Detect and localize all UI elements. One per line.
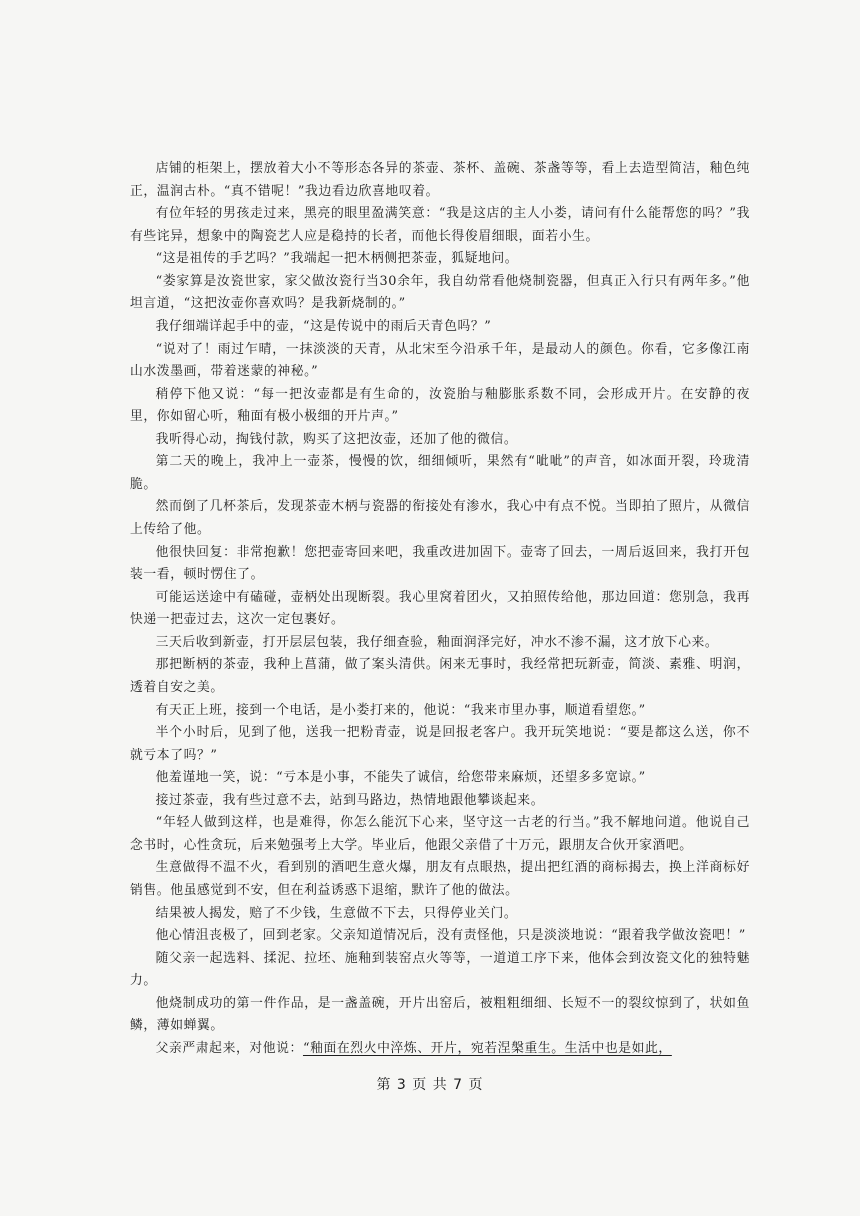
paragraph: “娄家算是汝瓷世家，家父做汝瓷行当30余年，我自幼常看他烧制瓷器，但真正入行只有两年多。”他坦言道，“这把汝壶你喜欢吗？是我新烧制的。” (130, 273, 750, 312)
paragraph-last-prefix: 父亲严肃起来，对他说： (155, 1040, 303, 1056)
paragraph: 有天正上班，接到一个电话，是小娄打来的，他说：“我来市里办事，顺道看望您。” (155, 702, 646, 718)
paragraph: 然而倒了几杯茶后，发现茶壶木柄与瓷器的衔接处有渗水，我心中有点不悦。当即拍了照片，从微信上传给了他。 (130, 499, 750, 537)
article-body (130, 158, 750, 1061)
paragraph: 那把断柄的茶壶，我种上菖蒲，做了案头清供。闲来无事时，我经常把玩新壶，简淡、素雅、明润，透着自安之美。 (130, 657, 750, 695)
paragraph: 结果被人揭发，赔了不少钱，生意做不下去，只得停业关门。 (155, 905, 518, 921)
paragraph: 他很快回复：非常抱歉！您把壶寄回来吧，我重改进加固下。壶寄了回去，一周后返回来，我打开包装一看，顿时愣住了。 (130, 544, 750, 583)
paragraph: 随父亲一起选料、揉泥、拉坯、施釉到装窑点火等等，一道道工序下来，他体会到汝瓷文化的独特魅力。 (130, 950, 750, 989)
paragraph: 半个小时后，见到了他，送我一把粉青壶，说是回报老客户。我开玩笑地说：“要是都这么送，你不就亏本了吗？” (130, 725, 750, 763)
paragraph: 生意做得不温不火，看到别的酒吧生意火爆，朋友有点眼热，提出把红酒的商标揭去，换上洋商标好销售。他虽感觉到不安，但在利益诱惑下退缩，默许了他的做法。 (130, 860, 750, 898)
paragraph: 他烧制成功的第一件作品，是一盏盖碗，开片出窑后，被粗粗细细、长短不一的裂纹惊到了，状如鱼鳞，薄如蝉翼。 (130, 995, 750, 1034)
paragraph: 第二天的晚上，我冲上一壶茶，慢慢的饮，细细倾听，果然有“呲呲”的声音，如冰面开裂，玲珑清脆。 (130, 454, 750, 492)
paragraph: 我仔细端详起手中的壶，“这是传说中的雨后天青色吗？” (155, 318, 492, 334)
underlined-quote: “釉面在烈火中淬炼、开片，宛若涅槃重生。生活中也是如此， (302, 1040, 672, 1056)
page-number: 第 3 页 共 7 页 (376, 1077, 484, 1093)
paragraph: 稍停下他又说：“每一把汝壶都是有生命的，汝瓷胎与釉膨胀系数不同，会形成开片。在安静的夜里，你如留心听，釉面有极小极细的开片声。” (130, 386, 750, 425)
paragraph: 三天后收到新壶，打开层层包装，我仔细查验，釉面润泽完好，冲水不渗不漏，这才放下心来。 (155, 634, 719, 650)
paragraph-last (130, 1038, 750, 1061)
paragraph: 接过茶壶，我有些过意不去，站到马路边，热情地跟他攀谈起来。 (155, 792, 545, 808)
paragraph: “这是祖传的手艺吗？”我端起一把木柄侧把茶壶，狐疑地问。 (155, 251, 519, 267)
paragraph: 有位年轻的男孩走过来，黑亮的眼里盈满笑意：“我是这店的主人小娄，请问有什么能帮您的吗？”我有些诧异，想象中的陶瓷艺人应是稳持的长者，而他长得俊眉细眼，面若小生。 (130, 206, 750, 244)
paragraph: 店铺的柜架上，摆放着大小不等形态各异的茶壶、茶杯、盖碗、茶盏等等，看上去造型简洁，釉色纯正，温润古朴。“真不错呢！”我边看边欣喜地叹着。 (130, 161, 750, 199)
paragraph: 我听得心动，掏钱付款，购买了这把汝壶，还加了他的微信。 (155, 431, 518, 447)
paragraph: “年轻人做到这样，也是难得，你怎么能沉下心来，坚守这一古老的行当。”我不解地问道。他说自己念书时，心性贪玩，后来勉强考上大学。毕业后，他跟父亲借了十万元，跟朋友合伙开家酒吧。 (130, 815, 750, 853)
paragraph: 可能运送途中有磕碰，壶柄处出现断裂。我心里窝着团火，又拍照传给他，那边回道：您别急，我再快递一把壶过去，这次一定包裹好。 (130, 589, 750, 628)
paragraph: 他心情沮丧极了，回到老家。父亲知道情况后，没有责怪他，只是淡淡地说：“跟着我学做汝瓷吧！” (155, 928, 746, 944)
paragraph: 他羞谨地一笑，说：“亏本是小事，不能失了诚信，给您带来麻烦，还望多多宽谅。” (155, 770, 646, 786)
paragraph: “说对了！雨过乍晴，一抹淡淡的天青，从北宋至今沿承千年，是最动人的颜色。你看，它多像江南山水泼墨画，带着迷蒙的神秘。” (130, 341, 750, 380)
